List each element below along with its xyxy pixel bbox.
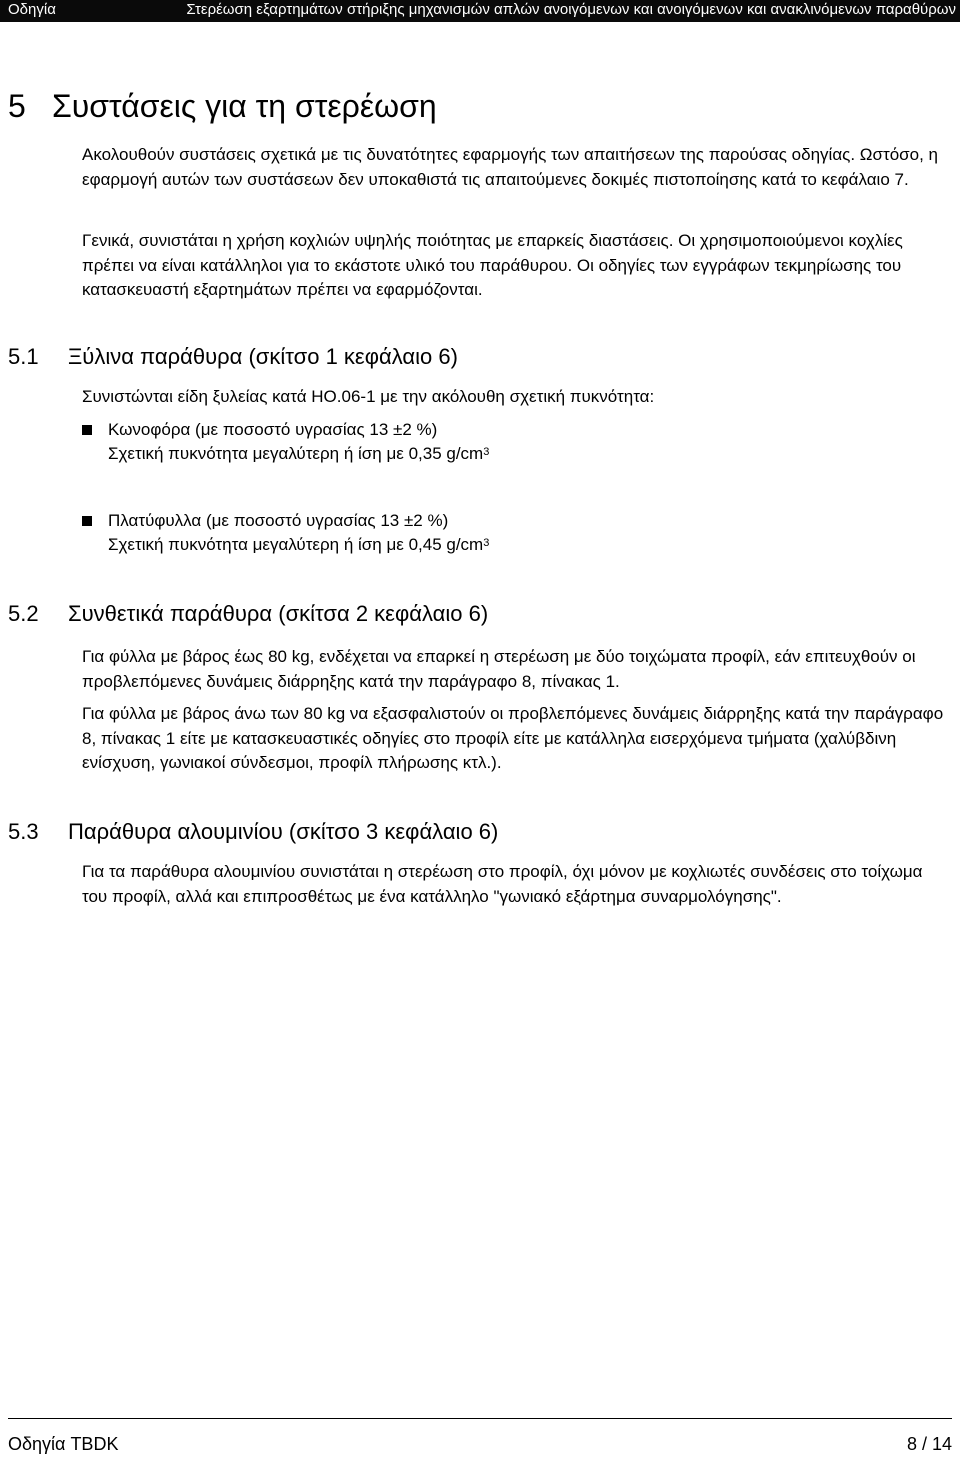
section-5-title: Συστάσεις για τη στερέωση	[52, 88, 437, 124]
bullet-softwood-sup: 3	[483, 446, 490, 458]
section-5-heading	[8, 86, 437, 126]
section-5-3-paragraph-1: Για τα παράθυρα αλουμινίου συνιστάται η στερέωση στο προφίλ, όχι μόνον με κοχλιωτές συνδέσεις στο τοίχωμα του προφίλ, αλλά και επιπροσθέτως με ένα κατάλληλο "γωνιακό εξάρτημα συναρμολόγησης".	[82, 862, 923, 906]
section-5-2-number: 5.2	[8, 601, 39, 626]
bullet-hardwood-line1: Πλατύφυλλα (με ποσοστό υγρασίας 13 ±2 %)	[108, 511, 449, 530]
bullet-softwood-density: Σχετική πυκνότητα μεγαλύτερη ή ίση με 0,35 g/cm	[108, 444, 484, 463]
section-5-paragraph-2: Γενικά, συνιστάται η χρήση κοχλιών υψηλής ποιότητας με επαρκείς διαστάσεις. Οι χρησιμοποιούμενοι κοχλίες πρέπει να είναι κατάλληλοι για το εκάστοτε υλικό του παράθυρου. Οι οδηγίες των εγγράφων τεκμηρίωσης του κατασκευαστή εξαρτημάτων πρέπει να εφαρμόζονται.	[82, 231, 903, 299]
section-5-2-title: Συνθετικά παράθυρα (σκίτσα 2 κεφάλαιο 6)	[68, 601, 489, 626]
header-doc-type: Οδηγία	[8, 1, 56, 18]
bullet-hardwood-density: Σχετική πυκνότητα μεγαλύτερη ή ίση με 0,45 g/cm	[108, 535, 484, 554]
bullet-square-icon	[82, 516, 92, 526]
bullet-hardwood-line2	[108, 533, 489, 557]
header-doc-title: Στερέωση εξαρτημάτων στήριξης μηχανισμών απλών ανοιγόμενων και ανοιγόμενων και ανακλινόμενων παραθύρων	[186, 1, 956, 18]
section-5-number: 5	[8, 88, 26, 124]
section-5-1-title: Ξύλινα παράθυρα (σκίτσο 1 κεφάλαιο 6)	[68, 344, 458, 369]
bullet-softwood-line2	[108, 442, 489, 466]
footer-doc-name: Οδηγία TBDK	[8, 1434, 119, 1454]
section-5-1-heading	[8, 343, 458, 371]
bullet-hardwood-sup: 3	[483, 537, 490, 549]
section-5-2-paragraph-2: Για φύλλα με βάρος άνω των 80 kg να εξασφαλιστούν οι προβλεπόμενες δυνάμεις διάρρηξης κατά την παράγραφο 8, πίνακας 1 είτε με κατασκευαστικές οδηγίες στο προφίλ είτε με κατάλληλα εισερχόμενα τμήματα (χαλύβδινη ενίσχυση, γωνιακοί σύνδεσμοι, προφίλ πλήρωσης κτλ.).	[82, 704, 944, 772]
section-5-1-intro: Συνιστώνται είδη ξυλείας κατά HO.06-1 με την ακόλουθη σχετική πυκνότητα:	[82, 387, 655, 406]
page-header	[0, 0, 960, 22]
bullet-softwood-line1: Κωνοφόρα (με ποσοστό υγρασίας 13 ±2 %)	[108, 420, 438, 439]
section-5-3-number: 5.3	[8, 819, 39, 844]
footer-divider	[8, 1418, 952, 1419]
footer-page-number: 8 / 14	[906, 1434, 952, 1454]
section-5-3-title: Παράθυρα αλουμινίου (σκίτσο 3 κεφάλαιο 6)	[68, 819, 499, 844]
section-5-3-heading	[8, 818, 498, 846]
section-5-2-paragraph-1: Για φύλλα με βάρος έως 80 kg, ενδέχεται να επαρκεί η στερέωση με δύο τοιχώματα προφίλ, εάν επιτευχθούν οι προβλεπόμενες δυνάμεις διάρρηξης κατά την παράγραφο 8, πίνακας 1.	[82, 647, 916, 691]
bullet-square-icon	[82, 425, 92, 435]
section-5-1-number: 5.1	[8, 344, 39, 369]
section-5-2-heading	[8, 600, 488, 628]
section-5-paragraph-1: Ακολουθούν συστάσεις σχετικά με τις δυνατότητες εφαρμογής των απαιτήσεων της παρούσας οδηγίας. Ωστόσο, η εφαρμογή αυτών των συστάσεων δεν υποκαθιστά τις απαιτούμενες δοκιμές πιστοποίησης κατά το κεφάλαιο 7.	[82, 145, 939, 189]
